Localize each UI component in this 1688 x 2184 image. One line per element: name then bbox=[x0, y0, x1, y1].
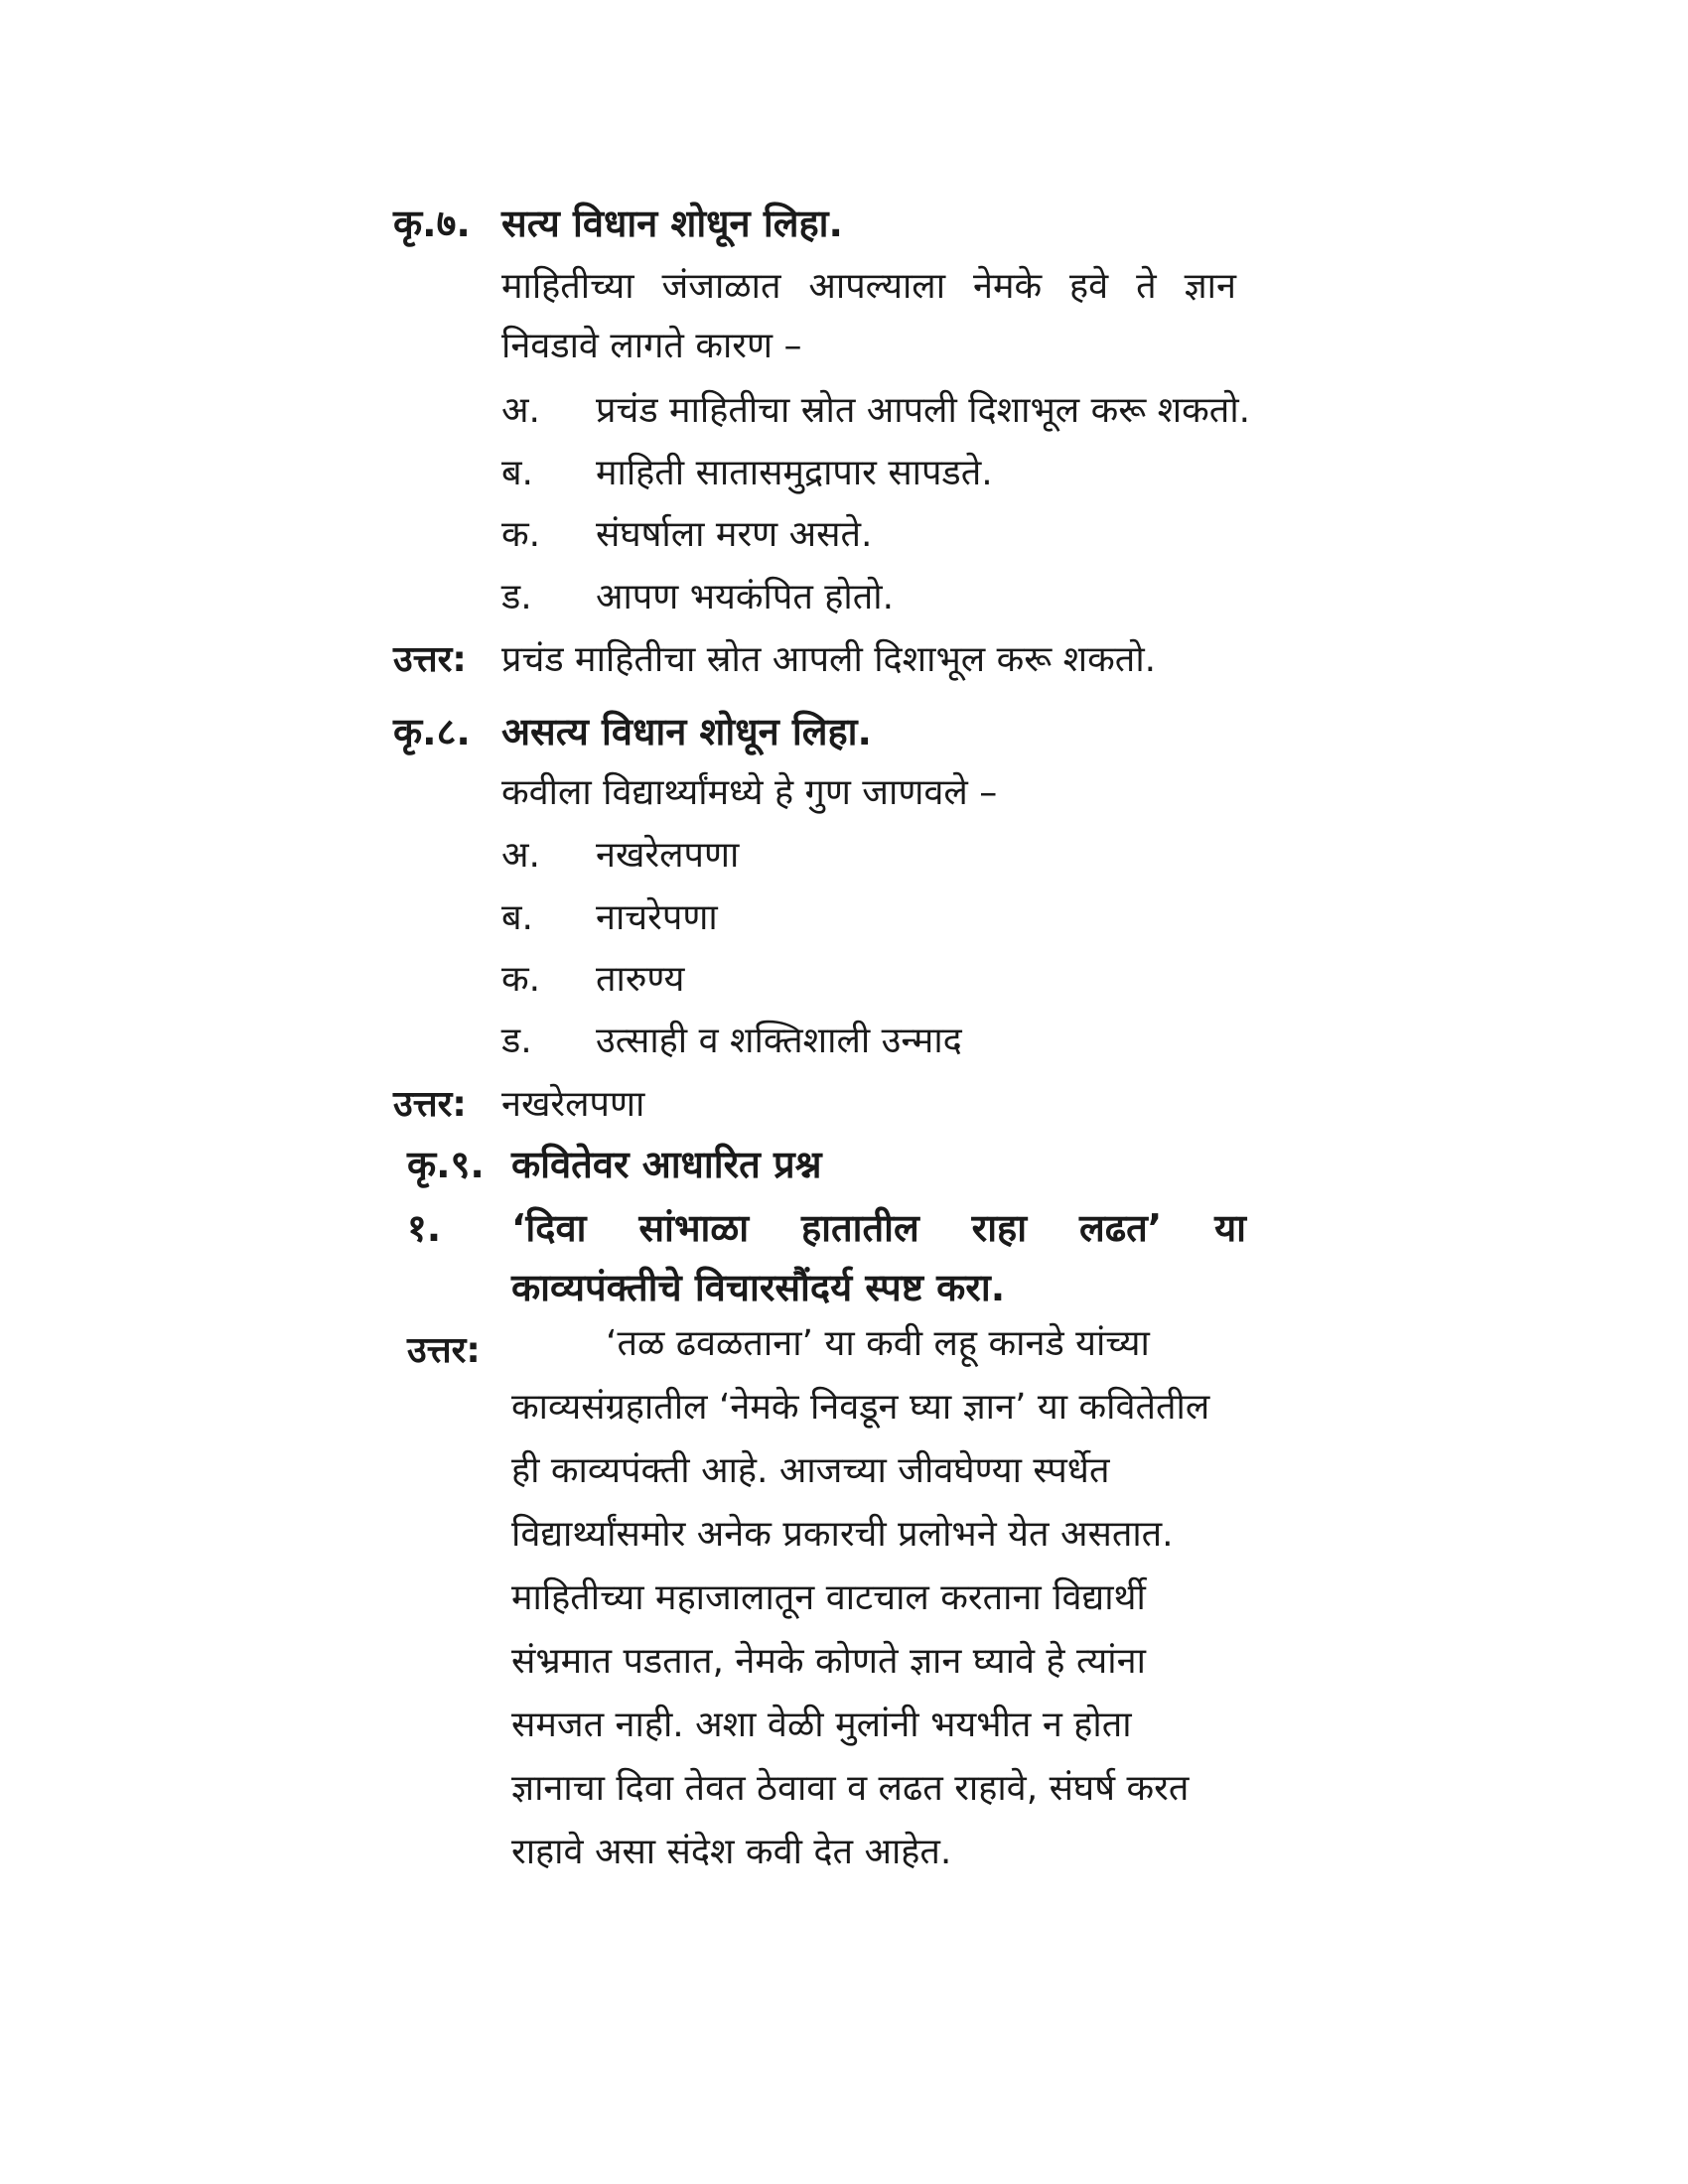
q9-sub-question-word: हातातील bbox=[801, 1206, 919, 1250]
q8-option-letter: अ. bbox=[501, 835, 540, 876]
q8-option-text: नखरेलपणा bbox=[596, 835, 740, 876]
q7-prompt-word: ज्ञान bbox=[1184, 266, 1236, 307]
q9-answer-line: ही काव्यपंक्ती आहे. आजच्या जीवघेण्या स्पर्धेत bbox=[511, 1450, 1110, 1491]
q8-answer-label: उत्तर: bbox=[393, 1084, 467, 1125]
q9-sub-question-word: राहा bbox=[971, 1206, 1028, 1250]
q7-option-letter: ब. bbox=[501, 453, 533, 493]
q7-option-text: माहिती सातासमुद्रापार सापडते. bbox=[596, 453, 993, 493]
q8-number: कृ.८. bbox=[393, 710, 471, 753]
q8-answer-text: नखरेलपणा bbox=[501, 1084, 645, 1125]
q7-prompt-word: नेमके bbox=[972, 266, 1043, 307]
q8-option-letter: क. bbox=[501, 959, 541, 1000]
q9-sub-question-word: ‘दिवा bbox=[511, 1206, 587, 1250]
q9-sub-question-word: सांभाळा bbox=[638, 1206, 750, 1250]
q7-prompt-word: माहितीच्या bbox=[501, 266, 634, 307]
q7-answer-label: उत्तर: bbox=[393, 639, 467, 680]
q9-answer-line: माहितीच्या महाजालातून वाटचाल करताना विद्यार्थी bbox=[511, 1577, 1146, 1618]
q9-answer-paragraph bbox=[511, 1312, 1246, 1884]
q9-title: कवितेवर आधारित प्रश्न bbox=[511, 1143, 822, 1186]
q7-option-letter: ड. bbox=[501, 577, 532, 617]
q9-answer-line: विद्यार्थ्यांसमोर अनेक प्रकारची प्रलोभने येत असतात. bbox=[511, 1514, 1174, 1555]
q9-answer-line: काव्यसंग्रहातील ‘नेमके निवडून घ्या ज्ञान’ या कवितेतील bbox=[511, 1387, 1210, 1428]
q8-option-letter: ड. bbox=[501, 1021, 532, 1061]
q7-option-text: संघर्षाला मरण असते. bbox=[596, 514, 873, 555]
q9-sub-number: १. bbox=[407, 1206, 442, 1250]
q7-prompt-line1 bbox=[501, 260, 1236, 309]
q7-number: कृ.७. bbox=[393, 202, 471, 245]
q9-answer-label: उत्तर: bbox=[407, 1330, 481, 1371]
q7-prompt-word: हवे bbox=[1069, 266, 1109, 307]
q9-answer-line: समजत नाही. अशा वेळी मुलांनी भयभीत न होता bbox=[511, 1705, 1132, 1745]
q7-prompt-word: आपल्याला bbox=[808, 266, 946, 307]
q7-option-letter: क. bbox=[501, 514, 541, 555]
q7-option-text: प्रचंड माहितीचा स्रोत आपली दिशाभूल करू शकतो. bbox=[596, 390, 1251, 431]
q8-option-text: नाचरेपणा bbox=[596, 897, 718, 938]
q8-prompt: कवीला विद्यार्थ्यांमध्ये हे गुण जाणवले – bbox=[501, 772, 998, 813]
q8-option-letter: ब. bbox=[501, 897, 533, 938]
q7-option-letter: अ. bbox=[501, 390, 540, 431]
q8-option-text: उत्साही व शक्तिशाली उन्माद bbox=[596, 1021, 962, 1061]
q7-prompt-line2: निवडावे लागते कारण – bbox=[501, 326, 802, 366]
q9-answer-line: ज्ञानाचा दिवा तेवत ठेवावा व लढत राहावे, संघर्ष करत bbox=[511, 1768, 1190, 1809]
q8-option-text: तारुण्य bbox=[596, 959, 685, 1000]
q7-prompt-word: जंजाळात bbox=[661, 266, 781, 307]
q9-sub-question-line1 bbox=[511, 1201, 1246, 1253]
q8-title: असत्य विधान शोधून लिहा. bbox=[501, 710, 872, 753]
q7-title: सत्य विधान शोधून लिहा. bbox=[501, 202, 843, 245]
q9-answer-line: संभ्रमात पडतात, नेमके कोणते ज्ञान घ्यावे हे त्यांना bbox=[511, 1641, 1146, 1682]
q9-answer-line: ‘तळ ढवळताना’ या कवी लहू कानडे यांच्या bbox=[606, 1323, 1150, 1364]
q9-sub-question-word: या bbox=[1214, 1206, 1246, 1250]
q9-sub-question-line2: काव्यपंक्तीचे विचारसौंदर्य स्पष्ट करा. bbox=[511, 1266, 1006, 1309]
q7-option-text: आपण भयकंपित होतो. bbox=[596, 577, 895, 617]
q7-answer-text: प्रचंड माहितीचा स्रोत आपली दिशाभूल करू शकतो. bbox=[501, 639, 1157, 680]
q9-number: कृ.९. bbox=[407, 1143, 485, 1186]
q9-answer-line: राहावे असा संदेश कवी देत आहेत. bbox=[511, 1832, 952, 1872]
q7-prompt-word: ते bbox=[1136, 266, 1157, 307]
q9-sub-question-word: लढत’ bbox=[1078, 1206, 1163, 1250]
